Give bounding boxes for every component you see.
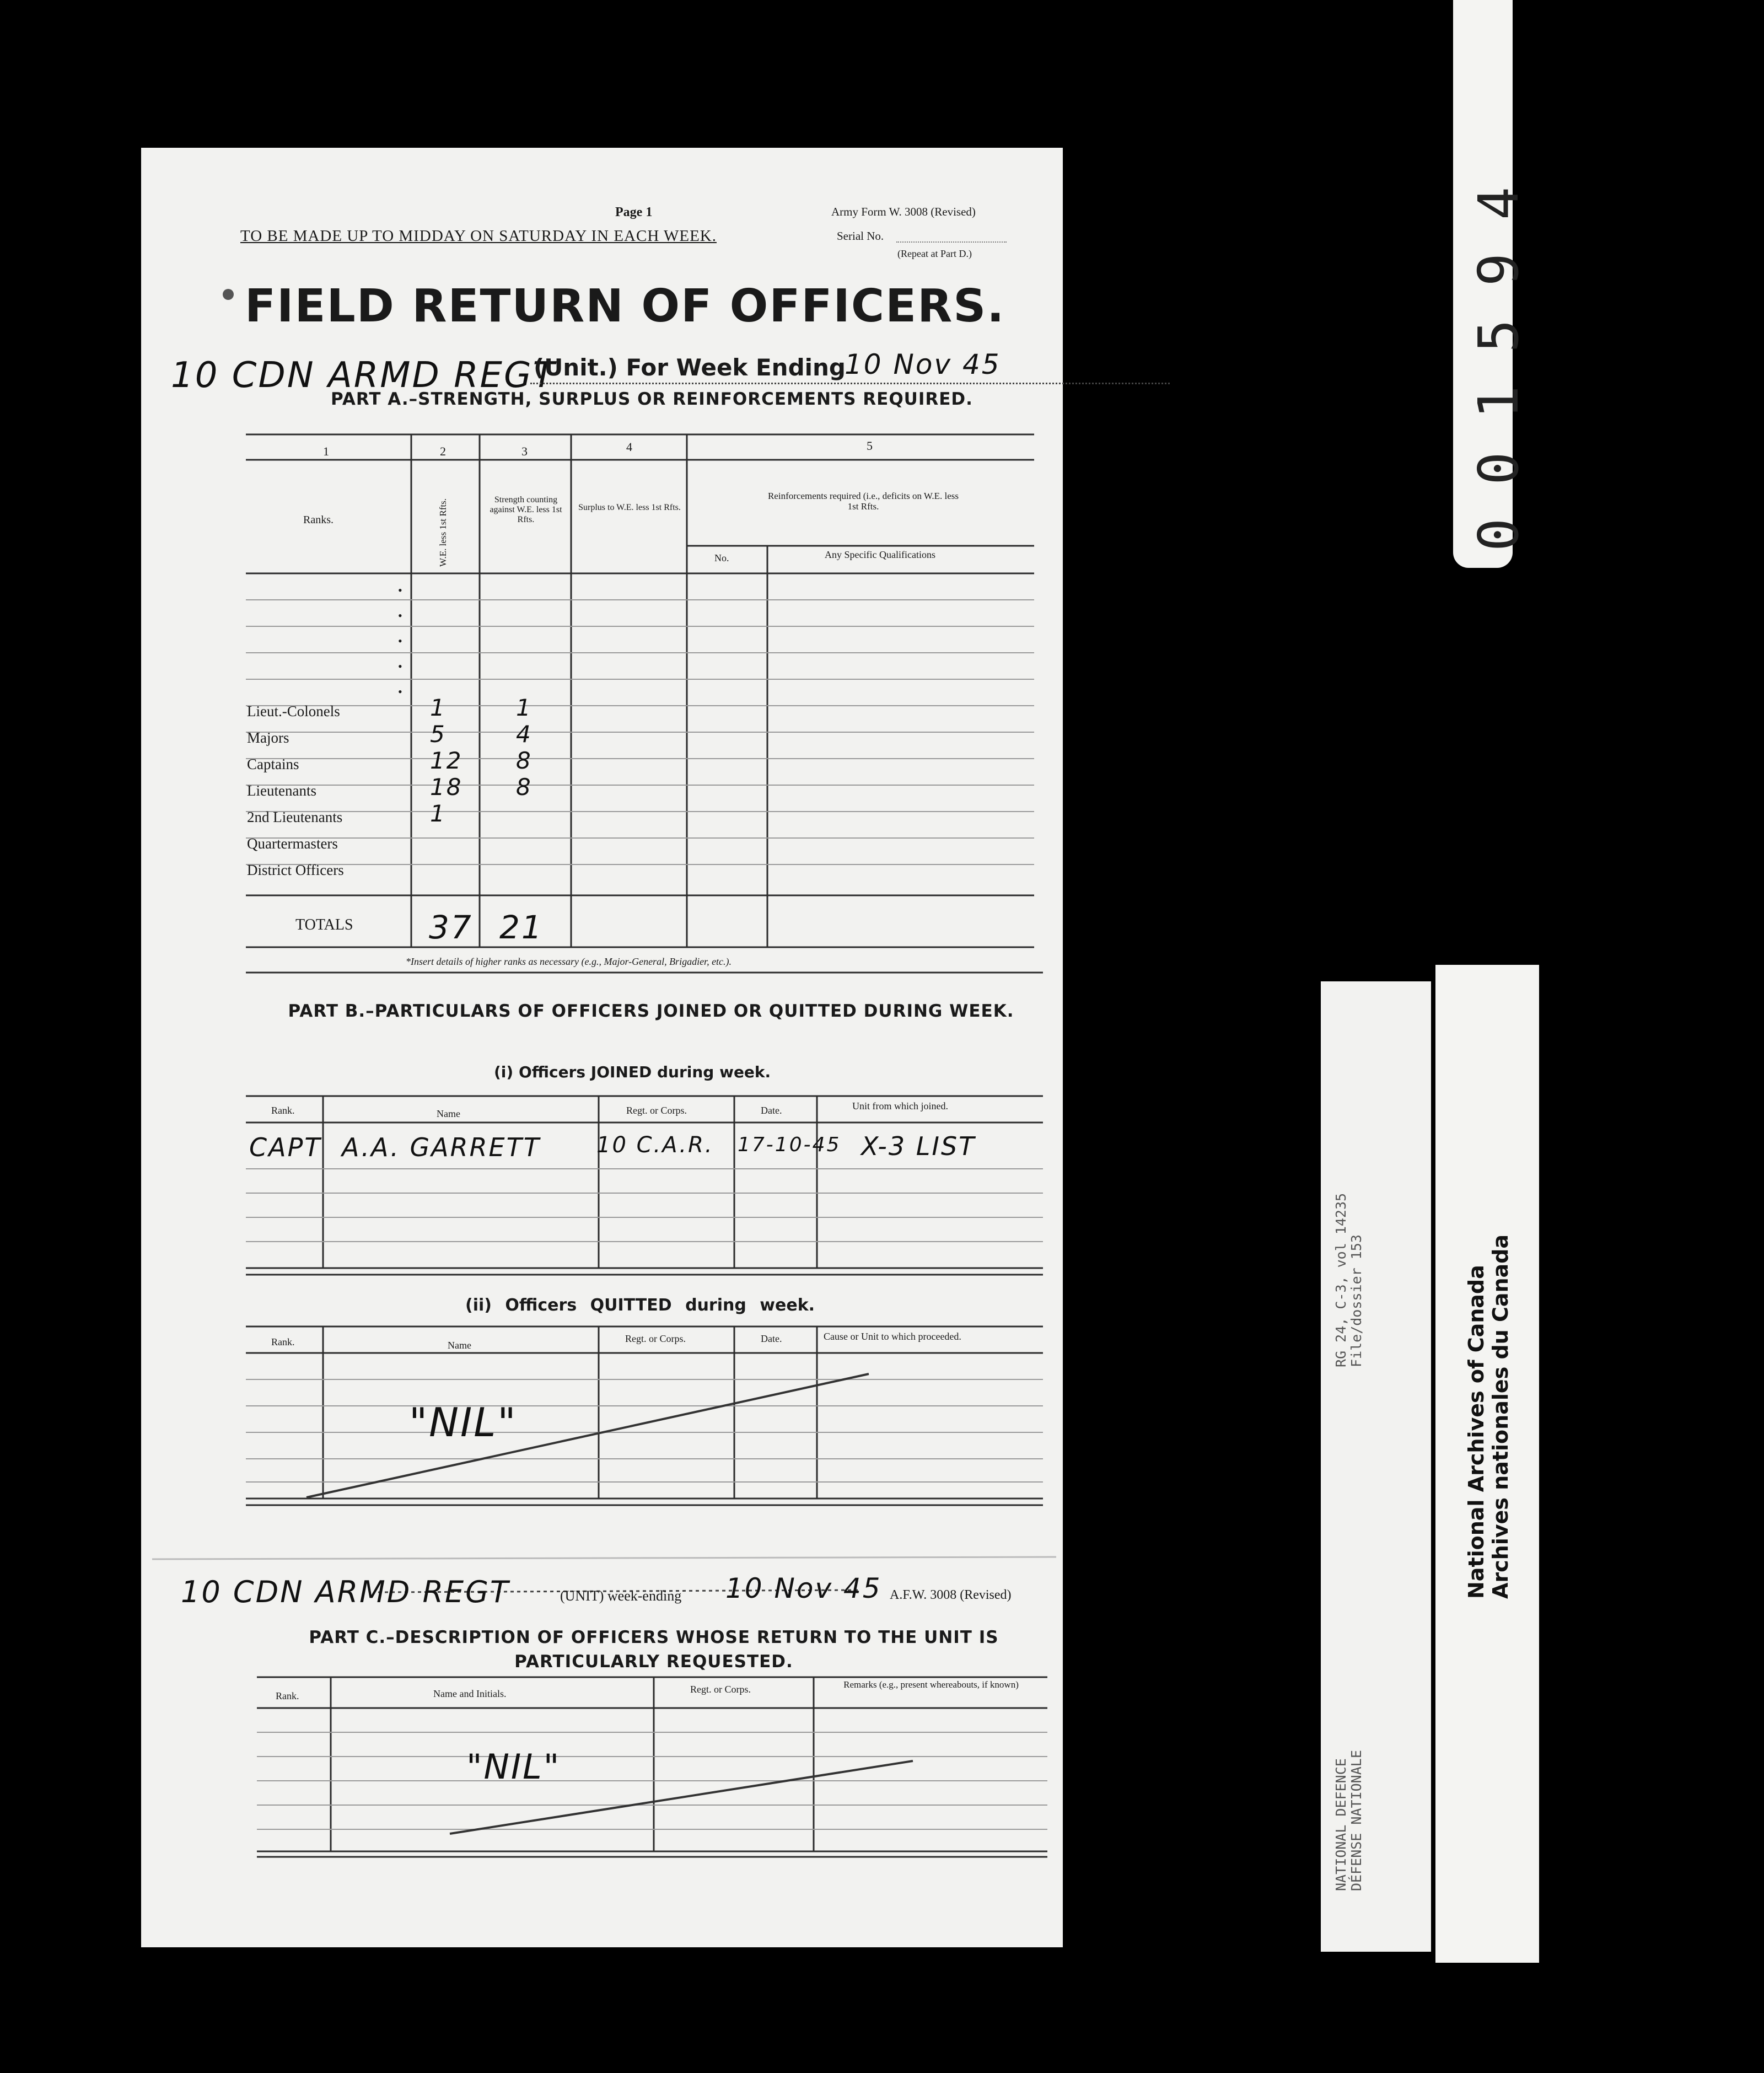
asterisk-mark: • [398, 609, 402, 622]
part-c-nil: "NIL" [466, 1747, 561, 1787]
col-number-1: 1 [323, 444, 329, 458]
joined-title: (i) Officers JOINED during week. [494, 1063, 771, 1081]
army-form-number: Army Form W. 3008 (Revised) [831, 205, 976, 218]
we-value: 1 [430, 694, 447, 721]
archives-en: National Archives of Canada [1464, 1265, 1488, 1599]
we-values [430, 695, 462, 827]
we-value: 1 [430, 800, 447, 827]
col-strength-header: Strength counting against W.E. less 1st Rfts. [490, 495, 562, 524]
unit-label: (Unit.) For Week Ending [534, 354, 846, 381]
we-value: 12 [430, 747, 463, 774]
quitted-col-rank: Rank. [271, 1336, 295, 1347]
frame-number-tape [1453, 0, 1531, 568]
archive-reference-label [1321, 981, 1431, 1952]
instruction-text: TO BE MADE UP TO MIDDAY ON SATURDAY IN EACH WEEK. [240, 227, 717, 245]
dept-fr: DÉFENSE NATIONALE [1348, 1750, 1364, 1891]
joined-col-name: Name [437, 1108, 460, 1119]
quitted-col-cause: Cause or Unit to which proceeded. [824, 1331, 961, 1342]
rank-label: Lieutenants [247, 782, 316, 799]
asterisk-mark: • [398, 659, 402, 673]
asterisk-mark: • [398, 583, 402, 597]
footnote: *Insert details of higher ranks as necessary (e.g., Major-General, Brigadier, etc.). [406, 956, 732, 967]
strength-value: 8 [516, 747, 533, 774]
col-no-header: No. [714, 552, 729, 563]
strength-value: 8 [516, 774, 533, 801]
part-c-col-rank: Rank. [276, 1690, 299, 1701]
col-ranks-header: Ranks. [303, 514, 334, 526]
col-number-2: 2 [440, 444, 446, 458]
rank-label: Captains [247, 756, 299, 772]
part-c-unit-handwritten: 10 CDN ARMD REGT [181, 1575, 510, 1609]
quitted-col-regt: Regt. or Corps. [625, 1333, 686, 1344]
ref-line-2: File/dossier 153 [1348, 1234, 1364, 1367]
col-number-4: 4 [626, 440, 632, 454]
total-strength: 21 [499, 909, 544, 946]
dept-en: NATIONAL DEFENCE [1333, 1758, 1349, 1891]
field-return-form [141, 148, 1063, 1947]
totals-label: TOTALS [295, 916, 353, 933]
joined-col-date: Date. [761, 1105, 782, 1116]
frame-number: 001594 [1466, 153, 1531, 551]
joined-col-rank: Rank. [271, 1105, 295, 1116]
rank-label: Quartermasters [247, 835, 338, 852]
col-we-header: W.E. less 1st Rfts. [438, 498, 448, 567]
joined-name: A.A. GARRETT [342, 1132, 541, 1162]
asterisk-mark: • [398, 634, 402, 648]
joined-regt: 10 C.A.R. [596, 1132, 714, 1158]
form-rule-lines [141, 148, 1063, 1947]
rank-label: District Officers [247, 862, 344, 878]
quitted-col-date: Date. [761, 1333, 782, 1344]
col-number-5: 5 [867, 439, 873, 453]
asterisk-mark: • [398, 685, 402, 699]
rank-label: Majors [247, 729, 289, 746]
part-c-week-handwritten: 10 Nov 45 [725, 1572, 882, 1604]
repeat-note: (Repeat at Part D.) [897, 248, 972, 259]
archives-fr: Archives nationales du Canada [1488, 1234, 1513, 1599]
form-title: FIELD RETURN OF OFFICERS. [245, 280, 1005, 332]
joined-col-regt: Regt. or Corps. [626, 1105, 687, 1116]
serial-label: Serial No. [837, 229, 884, 243]
quitted-col-name: Name [448, 1340, 471, 1351]
quitted-title: (ii) Officers QUITTED during week. [465, 1296, 815, 1315]
col-qual-header: Any Specific Qualifications [825, 549, 935, 560]
joined-col-unit: Unit from which joined. [852, 1100, 948, 1111]
quitted-nil: "NIL" [409, 1399, 518, 1446]
strength-value: 4 [516, 721, 533, 748]
col-reinf-header: Reinforcements required (i.e., deficits on W.E. less 1st Rfts. [767, 491, 959, 512]
strength-values [516, 695, 533, 801]
rank-labels [247, 698, 344, 883]
rank-label: Lieut.-Colonels [247, 703, 340, 719]
part-c-col-remarks: Remarks (e.g., present whereabouts, if known) [843, 1679, 1019, 1690]
part-c-form: A.F.W. 3008 (Revised) [890, 1588, 1012, 1602]
strength-value: 1 [516, 694, 533, 721]
we-value: 18 [430, 774, 463, 801]
week-ending-handwritten: 10 Nov 45 [845, 348, 1001, 380]
col-surplus-header: Surplus to W.E. less 1st Rfts. [578, 503, 681, 512]
joined-rank: CAPT [249, 1132, 322, 1162]
total-we: 37 [429, 909, 473, 946]
part-c-title: PART C.–DESCRIPTION OF OFFICERS WHOSE RETURN TO THE UNIT IS PARTICULARLY REQUESTED. [309, 1628, 999, 1672]
ref-line-1: RG 24, C-3, vol 14235 [1333, 1193, 1349, 1367]
col-number-3: 3 [521, 444, 528, 458]
part-c-col-name: Name and Initials. [433, 1688, 507, 1699]
archives-canada-label [1435, 965, 1539, 1963]
part-b-title: PART B.–PARTICULARS OF OFFICERS JOINED OR QUITTED DURING WEEK. [288, 1001, 1014, 1021]
joined-date: 17-10-45 [738, 1134, 841, 1156]
we-value: 5 [430, 721, 447, 748]
rank-label: 2nd Lieutenants [247, 809, 343, 825]
unit-handwritten: 10 CDN ARMD REGT [171, 355, 556, 396]
part-c-col-regt: Regt. or Corps. [690, 1684, 751, 1695]
part-a-title: PART A.–STRENGTH, SURPLUS OR REINFORCEMENTS REQUIRED. [331, 389, 973, 409]
joined-unit: X-3 LIST [861, 1131, 976, 1161]
page-number: Page 1 [615, 205, 653, 219]
part-c-unit-label: (UNIT) week-ending [560, 1588, 682, 1604]
